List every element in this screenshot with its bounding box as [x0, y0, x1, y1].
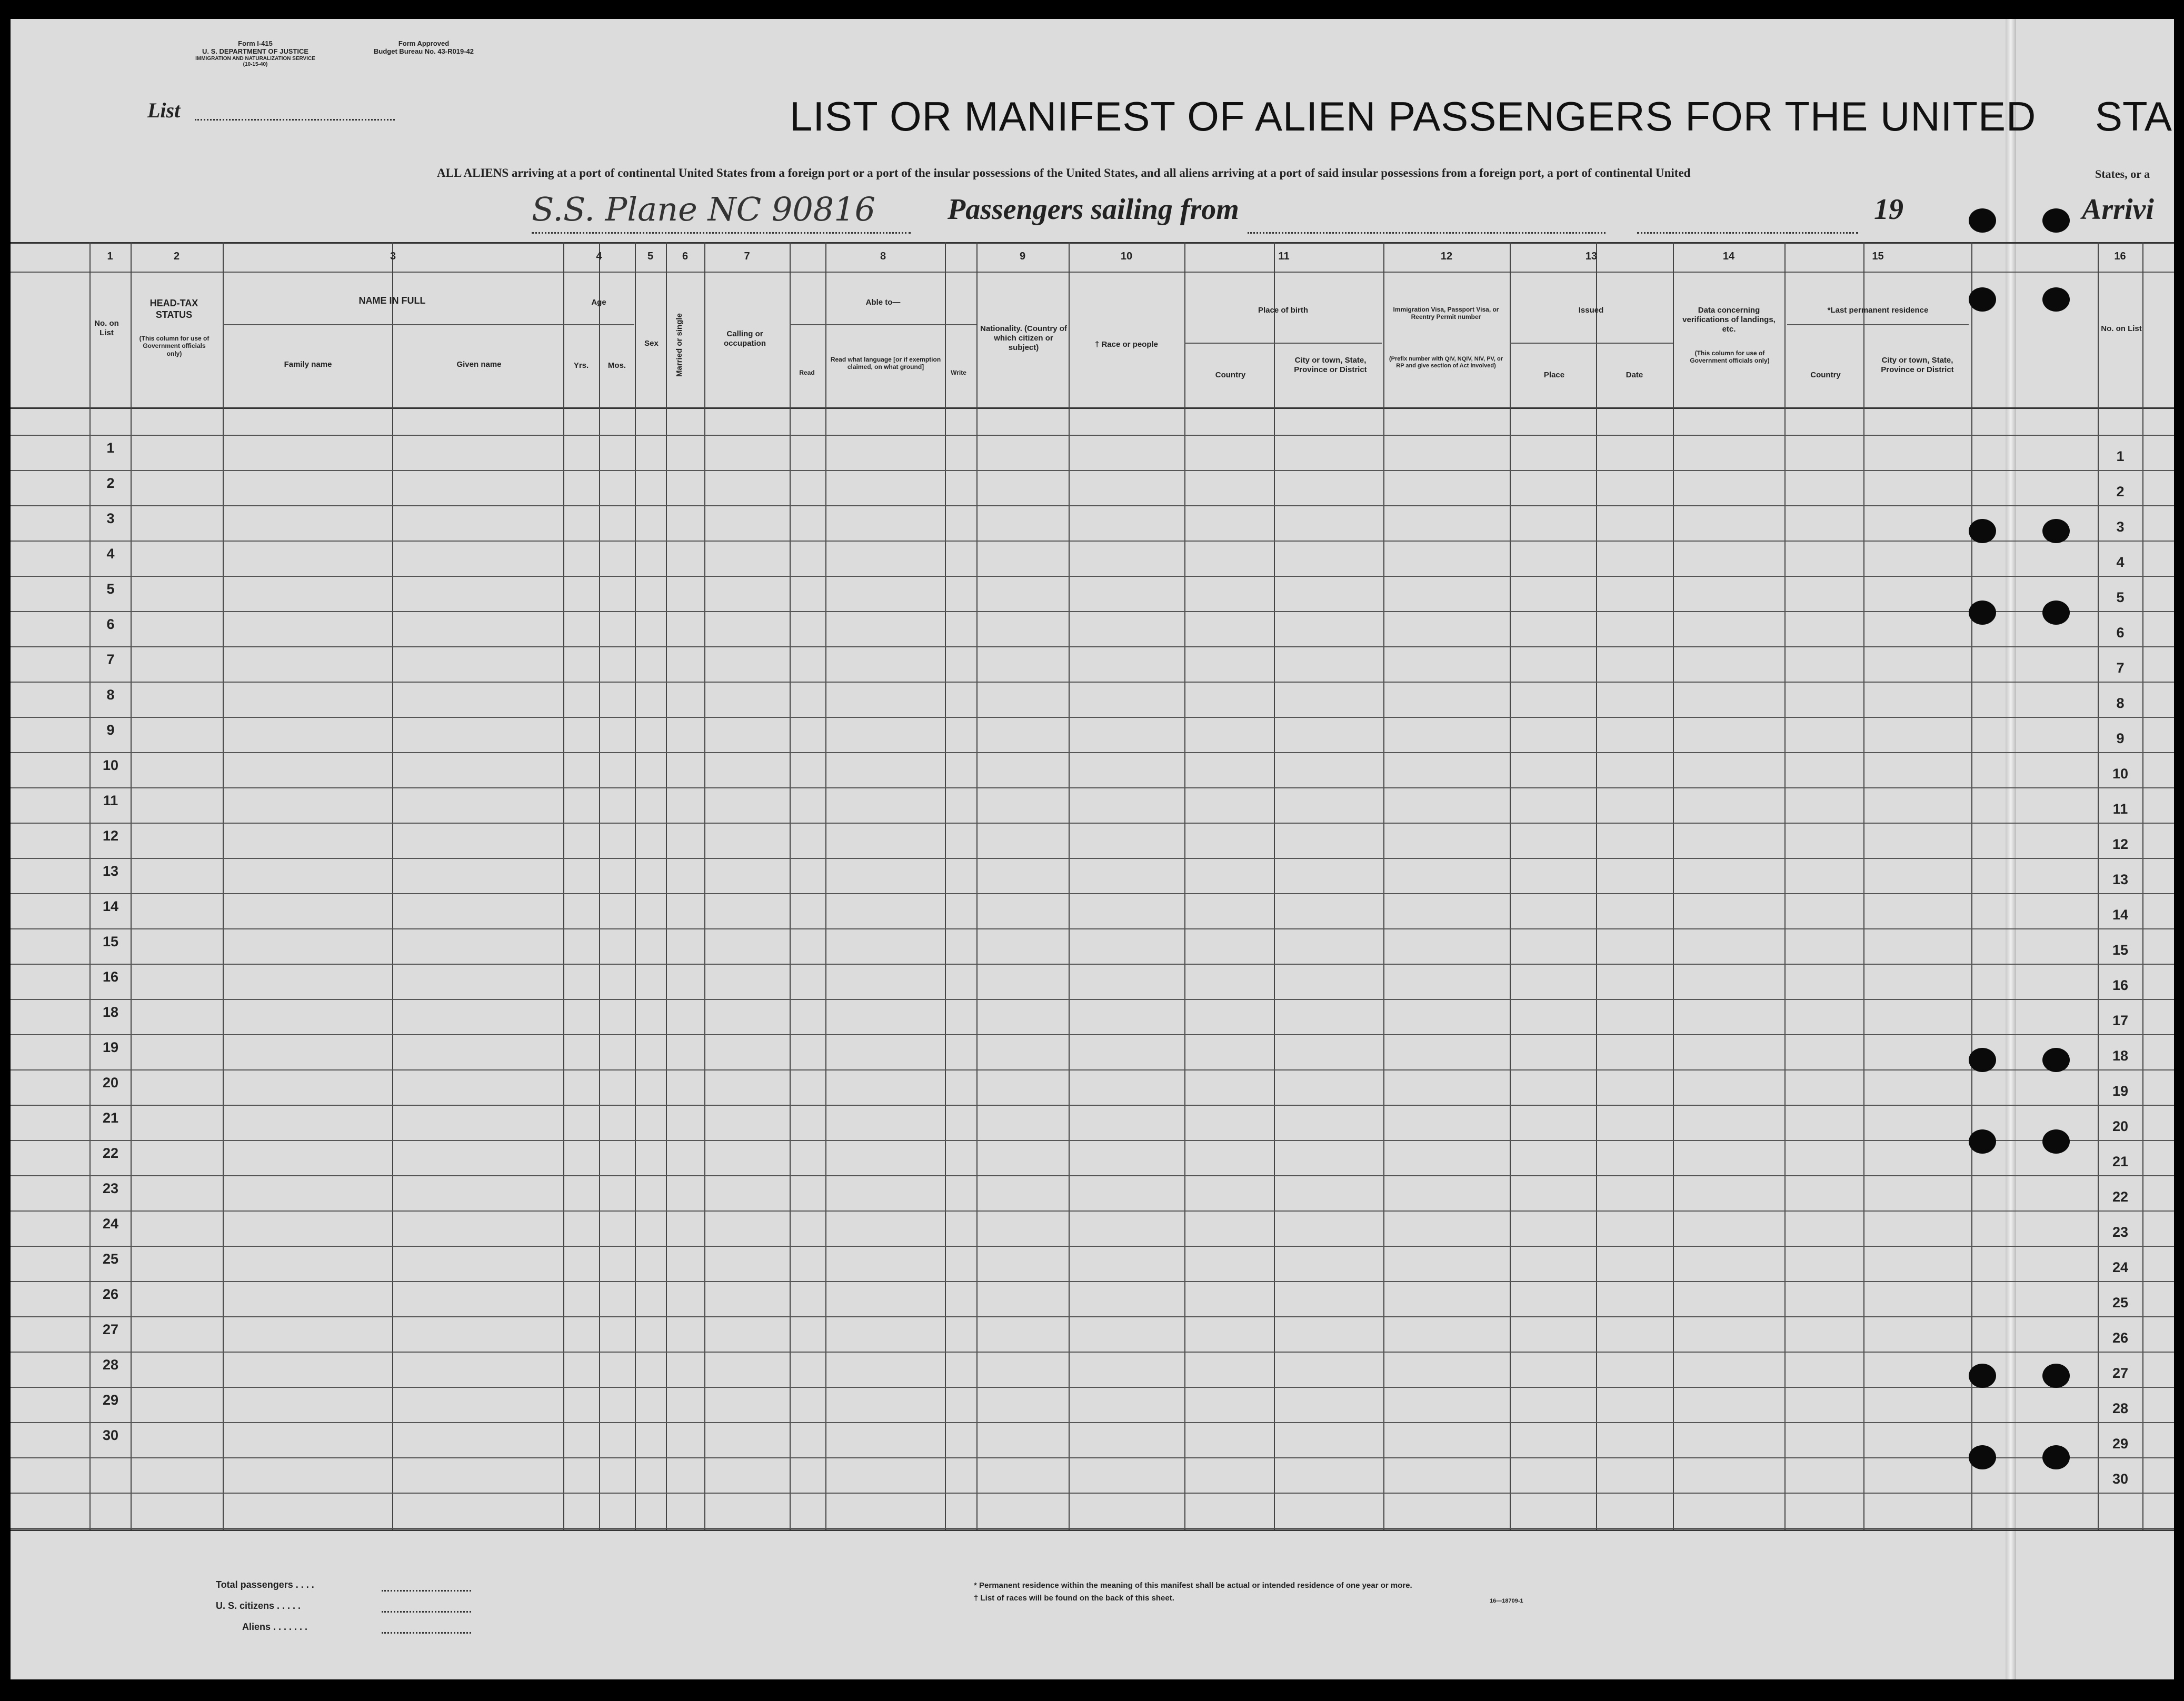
row-rule: [11, 928, 2174, 929]
row-number: 15: [102, 934, 119, 949]
row-number-right: 1: [2116, 448, 2125, 464]
header-bottom-rule: [11, 407, 2174, 409]
punch-hole: [1969, 1445, 1996, 1469]
punch-hole: [1969, 1048, 1996, 1072]
row-rule: [11, 752, 2174, 753]
total-passengers-label: Total passengers . . . .: [216, 1579, 314, 1590]
total-passengers-field[interactable]: [382, 1590, 471, 1592]
vessel-name-field[interactable]: [532, 232, 911, 234]
manifest-title-continued: STA: [2095, 93, 2172, 139]
row-number-right: 19: [2112, 1083, 2129, 1099]
sailing-from-field[interactable]: [1248, 232, 1605, 234]
sailing-from-label: Passengers sailing from: [948, 193, 1239, 226]
row-number-right: 11: [2112, 801, 2128, 817]
row-rule: [11, 787, 2174, 788]
row-number-right: 2: [2116, 484, 2125, 499]
row-number-right: 13: [2112, 872, 2129, 887]
column-number: 9: [1019, 251, 1026, 262]
row-number-right: 28: [2112, 1400, 2129, 1416]
head-tax-header: HEAD-TAX STATUS: [149, 298, 198, 320]
vessel-name-handwritten: S.S. Plane NC 90816: [532, 190, 876, 228]
age-header: Age: [591, 298, 606, 307]
column-number: 10: [1120, 251, 1133, 262]
row-number-right: 27: [2112, 1365, 2129, 1381]
row-number: 23: [102, 1180, 119, 1196]
row-number-right: 8: [2116, 695, 2125, 711]
able-to-subrule: [790, 324, 976, 325]
column-number: 2: [173, 251, 180, 262]
residence-city-header: City or town, State, Province or District: [1881, 356, 1954, 374]
row-number: 28: [102, 1357, 119, 1373]
row-number: 9: [106, 722, 115, 738]
data-concerning-note: (This column for use of Government officials only): [1690, 349, 1770, 365]
row-rule: [11, 1140, 2174, 1141]
column-number: 8: [880, 251, 886, 262]
list-number-field[interactable]: [195, 119, 395, 121]
row-number-right: 15: [2112, 942, 2129, 958]
name-in-full-header: NAME IN FULL: [358, 295, 426, 306]
place-of-birth-header: Place of birth: [1258, 306, 1309, 315]
row-rule: [11, 1422, 2174, 1423]
column-number: 12: [1440, 251, 1453, 262]
row-number-right: 29: [2112, 1436, 2129, 1452]
row-number: 1: [106, 440, 115, 456]
issued-date-header: Date: [1625, 371, 1643, 379]
row-number-right: 10: [2112, 766, 2129, 782]
row-number-right: 17: [2112, 1013, 2129, 1028]
row-number: 21: [102, 1110, 119, 1126]
punch-hole: [1969, 1364, 1996, 1388]
row-number-right: 16: [2112, 977, 2129, 993]
punch-hole: [2042, 1048, 2070, 1072]
punch-hole: [2042, 1129, 2070, 1154]
row-rule: [11, 1457, 2174, 1458]
punch-hole: [2042, 519, 2070, 543]
manifest-subtitle-continued: States, or a: [2095, 167, 2150, 181]
service: IMMIGRATION AND NATURALIZATION SERVICE: [195, 55, 315, 62]
row-number-right: 7: [2116, 660, 2125, 676]
issued-place-header: Place: [1543, 371, 1565, 379]
row-number: 4: [106, 546, 115, 562]
read-language-header: Read what language [or if exemption claimed, on what ground]: [830, 356, 941, 371]
no-on-list-header: No. on List: [94, 319, 119, 337]
row-number: 7: [106, 652, 115, 667]
table-bottom-rule: [11, 1529, 2174, 1531]
row-rule: [11, 435, 2174, 436]
column-number: 4: [596, 251, 602, 262]
punch-hole: [2042, 1445, 2070, 1469]
department: U. S. DEPARTMENT OF JUSTICE: [202, 47, 308, 55]
row-rule: [11, 470, 2174, 471]
budget-block: [353, 40, 495, 56]
row-rule: [11, 1034, 2174, 1035]
row-rule: [11, 999, 2174, 1000]
row-number: 3: [106, 511, 115, 526]
row-number: 19: [102, 1039, 119, 1055]
nationality-header: Nationality. (Country of which citizen or subject): [980, 324, 1067, 352]
manifest-sheet: [11, 19, 2174, 1679]
year-label: 19: [1874, 193, 1903, 226]
manifest-title: LIST OR MANIFEST OF ALIEN PASSENGERS FOR THE UNITED: [790, 93, 2037, 139]
row-rule: [11, 1493, 2174, 1494]
years-header: Yrs.: [573, 361, 589, 370]
row-rule: [11, 1528, 2174, 1529]
edition: (10-15-40): [243, 62, 268, 68]
race-footnote: † List of races will be found on the back of this sheet.: [974, 1594, 1174, 1603]
family-name-header: Family name: [284, 360, 332, 369]
row-number-right: 5: [2116, 589, 2125, 605]
last-residence-header: *Last permanent residence: [1827, 306, 1929, 315]
birth-subrule: [1184, 343, 1382, 344]
punch-hole: [1969, 519, 1996, 543]
row-number: 30: [102, 1427, 119, 1443]
manifest-subtitle: ALL ALIENS arriving at a port of continental United States from a foreign port or a port of the insular possessions of the United States, and all aliens arriving at a port of said insular possessions from a foreign port, a port of continental United: [437, 166, 1691, 179]
form-number: Form I-415: [238, 39, 273, 47]
list-label: List: [147, 98, 181, 122]
row-rule: [11, 576, 2174, 577]
head-tax-note: (This column for use of Government officials only): [139, 335, 210, 357]
column-number: 6: [682, 251, 689, 262]
issued-subrule: [1510, 343, 1673, 344]
column-number: 15: [1872, 251, 1884, 262]
visa-header: Immigration Visa, Passport Visa, or Reentry Permit number: [1393, 306, 1499, 321]
months-header: Mos.: [607, 361, 626, 370]
row-rule: [11, 541, 2174, 542]
aliens-label: Aliens . . . . . . .: [242, 1622, 308, 1632]
residence-footnote: * Permanent residence within the meaning of this manifest shall be actual or intended residence of one year or more.: [974, 1581, 1412, 1590]
row-rule: [11, 1316, 2174, 1317]
row-rule: [11, 1210, 2174, 1212]
punch-hole: [1969, 208, 1996, 233]
read-header: Read: [799, 369, 815, 376]
row-number-right: 22: [2112, 1189, 2129, 1205]
row-number: 20: [102, 1075, 119, 1090]
punch-hole: [2042, 601, 2070, 625]
row-number: 2: [106, 475, 115, 491]
row-number: 29: [102, 1392, 119, 1408]
row-rule: [11, 717, 2174, 718]
row-number-right: 6: [2116, 625, 2125, 641]
row-rule: [11, 1281, 2174, 1282]
punch-hole: [2042, 287, 2070, 312]
row-rule: [11, 646, 2174, 647]
punch-hole: [1969, 601, 1996, 625]
row-number-right: 12: [2112, 836, 2129, 852]
us-citizens-label: U. S. citizens . . . . .: [216, 1600, 301, 1611]
row-rule: [11, 823, 2174, 824]
birth-country-header: Country: [1215, 371, 1246, 379]
column-number: 1: [107, 251, 113, 262]
table-top-rule: [11, 242, 2174, 244]
row-rule: [11, 1105, 2174, 1106]
visa-note: (Prefix number with QIV, NQIV, NIV, PV, or RP and give section of Act involved): [1389, 356, 1503, 369]
no-on-list-right-header: No. on List: [2101, 324, 2142, 333]
column-number: 7: [744, 251, 750, 262]
row-number: 24: [102, 1216, 119, 1232]
page-seam: [2006, 19, 2016, 1679]
row-number: 14: [102, 898, 119, 914]
row-number-right: 14: [2112, 907, 2129, 923]
row-number-right: 25: [2112, 1295, 2129, 1310]
punch-hole: [2042, 208, 2070, 233]
row-rule: [11, 1175, 2174, 1176]
row-number: 27: [102, 1322, 119, 1337]
row-number: 8: [106, 687, 115, 703]
punch-hole: [1969, 287, 1996, 312]
row-number: 18: [102, 1004, 119, 1020]
row-rule: [11, 505, 2174, 506]
print-code: 16—18709-1: [1490, 1598, 1523, 1604]
row-rule: [11, 682, 2174, 683]
row-number: 11: [103, 793, 118, 808]
calling-header: Calling or occupation: [723, 329, 766, 348]
birth-city-header: City or town, State, Province or District: [1294, 356, 1367, 374]
row-number-right: 20: [2112, 1118, 2129, 1134]
row-number-right: 21: [2112, 1154, 2129, 1169]
row-rule: [11, 893, 2174, 894]
residence-subrule: [1787, 324, 1969, 325]
age-subrule: [563, 324, 634, 325]
row-number: 13: [102, 863, 119, 879]
row-rule: [11, 1387, 2174, 1388]
married-header: Married or single: [675, 313, 684, 377]
column-number: 16: [2114, 251, 2126, 262]
row-rule: [11, 1069, 2174, 1070]
row-number-right: 30: [2112, 1471, 2129, 1487]
row-rule: [11, 1352, 2174, 1353]
row-number: 5: [106, 581, 115, 597]
row-number: 6: [106, 616, 115, 632]
column-number: 13: [1585, 251, 1598, 262]
row-number: 10: [102, 757, 119, 773]
residence-country-header: Country: [1810, 371, 1841, 379]
sex-header: Sex: [644, 339, 659, 348]
issued-header: Issued: [1578, 306, 1604, 315]
row-number-right: 4: [2116, 554, 2125, 570]
column-number: 11: [1278, 251, 1290, 262]
us-citizens-field[interactable]: [382, 1611, 471, 1613]
row-rule: [11, 611, 2174, 612]
row-number-right: 24: [2112, 1259, 2129, 1275]
row-number: 22: [102, 1145, 119, 1161]
aliens-field[interactable]: [382, 1632, 471, 1634]
row-number: 16: [102, 969, 119, 985]
name-subrule: [223, 324, 570, 325]
column-number: 14: [1722, 251, 1735, 262]
row-number-right: 18: [2112, 1048, 2129, 1064]
budget-number: Budget Bureau No. 43-R019-42: [374, 47, 474, 55]
form-approved: Form Approved: [398, 39, 450, 47]
colnum-rule: [11, 272, 2174, 273]
punch-hole: [1969, 1129, 1996, 1154]
data-concerning-header: Data concerning verifications of landings, etc.: [1682, 306, 1776, 334]
form-info-block: [168, 40, 342, 68]
arriving-label: Arrivi: [2082, 193, 2154, 226]
column-number: 5: [647, 251, 654, 262]
column-number: 3: [390, 251, 396, 262]
sailing-date-field[interactable]: [1637, 232, 1858, 234]
row-number: 25: [102, 1251, 119, 1267]
row-number: 12: [102, 828, 119, 844]
punch-hole: [2042, 1364, 2070, 1388]
row-number-right: 26: [2112, 1330, 2129, 1346]
row-rule: [11, 1246, 2174, 1247]
write-header: Write: [951, 369, 966, 376]
race-header: † Race or people: [1094, 340, 1159, 349]
able-to-header: Able to—: [865, 298, 901, 307]
row-number-right: 9: [2116, 731, 2125, 746]
row-rule: [11, 858, 2174, 859]
row-number: 26: [102, 1286, 119, 1302]
row-number-right: 23: [2112, 1224, 2129, 1240]
given-name-header: Given name: [456, 360, 502, 369]
row-rule: [11, 964, 2174, 965]
row-number-right: 3: [2116, 519, 2125, 535]
